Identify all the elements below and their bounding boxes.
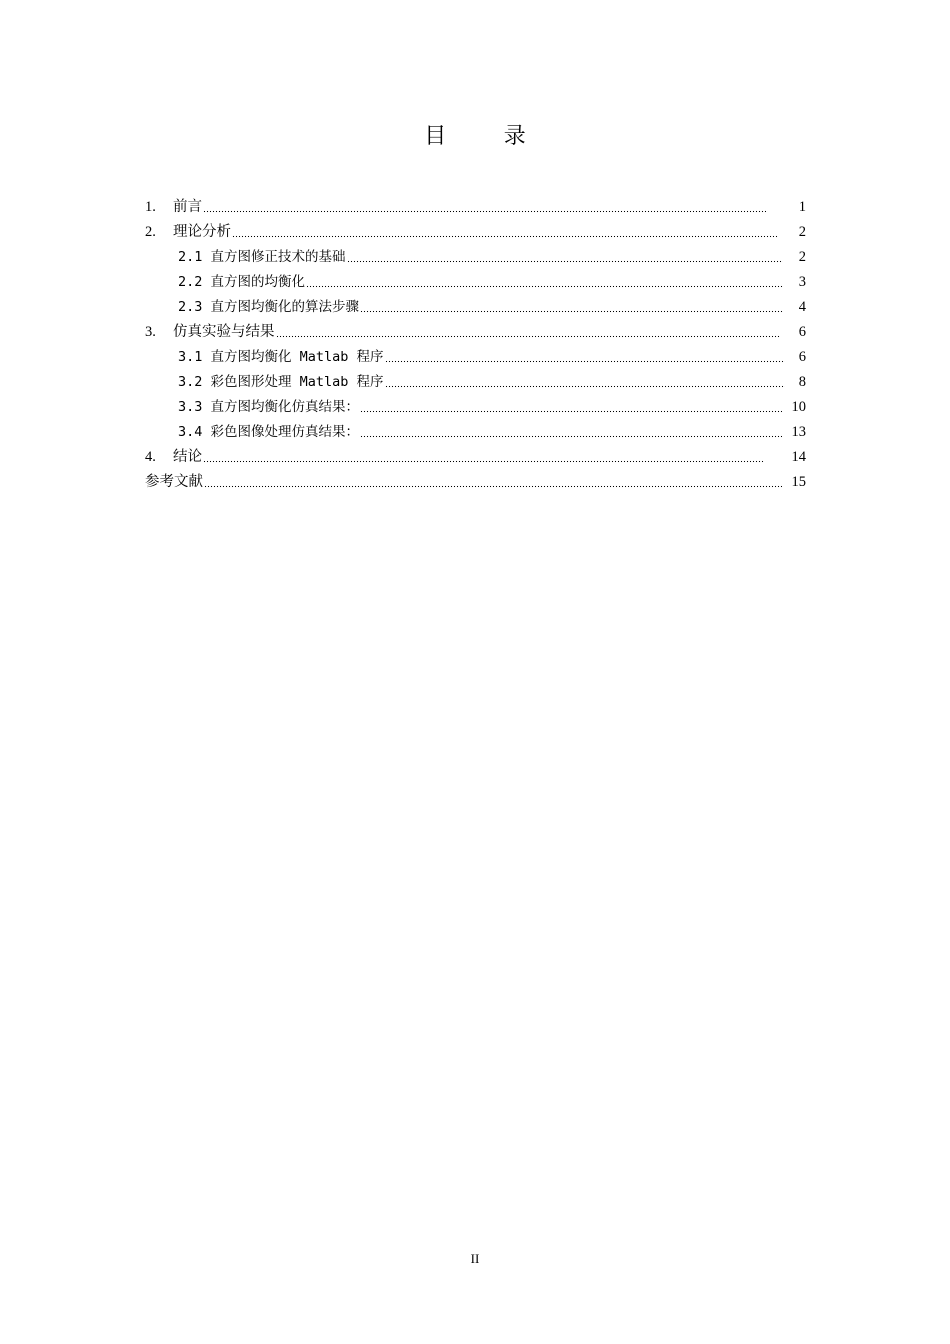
toc-entry-page: 1 <box>798 199 806 215</box>
toc-entry-references[interactable] <box>145 467 806 492</box>
toc-entry-2-1[interactable] <box>145 242 806 267</box>
toc-leader-dots <box>360 435 781 438</box>
toc-entry-page: 3 <box>798 274 806 290</box>
toc-entry-2-3[interactable] <box>145 292 806 317</box>
toc-leader-dots <box>203 460 764 463</box>
toc-entry-page: 15 <box>791 474 806 490</box>
toc-leader-dots <box>203 210 766 213</box>
toc-entry-label: 3.3 直方图均衡化仿真结果： <box>178 399 360 415</box>
toc-leader-dots <box>347 260 783 263</box>
toc-entry-3-1[interactable] <box>145 342 806 367</box>
toc-leader-dots <box>306 285 783 288</box>
toc-entry-page: 14 <box>791 449 806 465</box>
toc-entry-page: 6 <box>798 324 806 340</box>
toc-entry-theory[interactable] <box>145 217 806 242</box>
toc-entry-label: 理论分析 <box>173 224 231 240</box>
toc-entry-label: 参考文献 <box>145 474 203 490</box>
toc-entry-page: 2 <box>798 249 806 265</box>
toc-entry-conclusion[interactable] <box>145 442 806 467</box>
toc-entry-label: 3.1 直方图均衡化 Matlab 程序 <box>178 349 384 365</box>
toc-leader-dots <box>360 310 783 313</box>
toc-entry-3-3[interactable] <box>145 392 806 417</box>
toc-entry-number: 4. <box>145 449 156 465</box>
toc-entry-label: 结论 <box>173 449 202 465</box>
toc-entry-label: 3.4 彩色图像处理仿真结果： <box>178 424 360 440</box>
toc-leader-dots <box>204 485 782 488</box>
toc-entry-label: 前言 <box>173 199 202 215</box>
toc-entry-page: 2 <box>798 224 806 240</box>
toc-entry-label: 3.2 彩色图形处理 Matlab 程序 <box>178 374 384 390</box>
toc-entry-simulation[interactable] <box>145 317 806 342</box>
toc-entry-page: 6 <box>798 349 806 365</box>
toc-leader-dots <box>385 385 785 388</box>
toc-entry-label: 2.2 直方图的均衡化 <box>178 274 306 290</box>
toc-leader-dots <box>360 410 781 413</box>
toc-entry-3-2[interactable] <box>145 367 806 392</box>
toc-entry-3-4[interactable] <box>145 417 806 442</box>
toc-entry-page: 4 <box>798 299 806 315</box>
toc-entry-preface[interactable] <box>145 192 806 217</box>
toc-leader-dots <box>276 335 781 338</box>
toc-entry-label: 2.3 直方图均衡化的算法步骤 <box>178 299 360 315</box>
toc-leader-dots <box>232 235 778 238</box>
toc-entry-label: 2.1 直方图修正技术的基础 <box>178 249 346 265</box>
toc-entry-label: 仿真实验与结果 <box>173 324 275 340</box>
toc-leader-dots <box>385 360 785 363</box>
table-of-contents <box>145 192 806 492</box>
toc-entry-2-2[interactable] <box>145 267 806 292</box>
toc-entry-number: 1. <box>145 199 156 215</box>
page-title: 目 录 <box>424 123 552 148</box>
toc-entry-page: 13 <box>791 424 806 440</box>
page-number: II <box>470 1251 480 1266</box>
toc-entry-number: 2. <box>145 224 156 240</box>
toc-entry-page: 10 <box>791 399 806 415</box>
toc-entry-page: 8 <box>798 374 806 390</box>
toc-entry-number: 3. <box>145 324 156 340</box>
